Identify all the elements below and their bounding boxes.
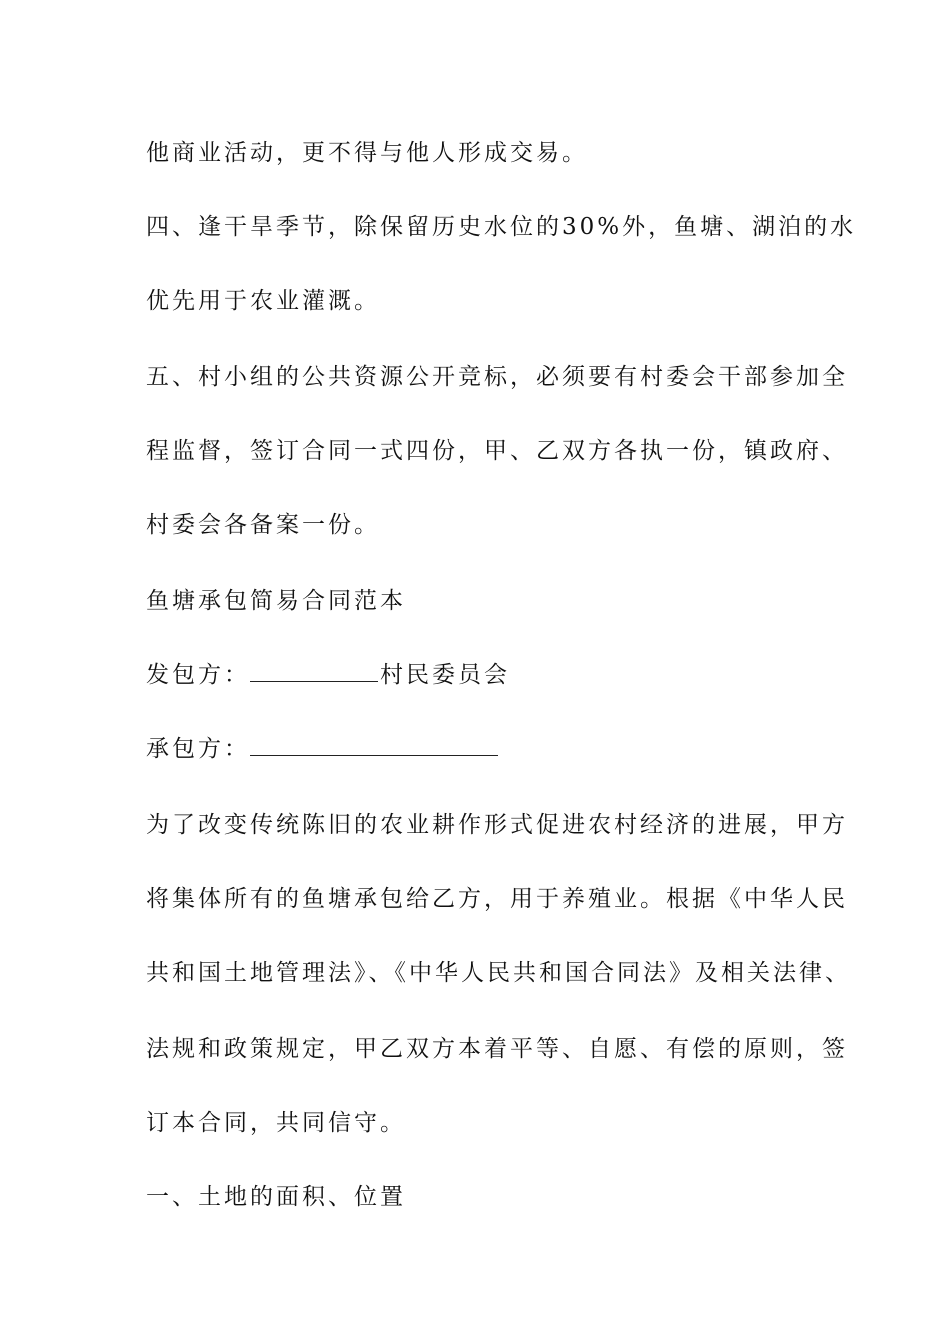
text-line: 法规和政策规定，甲乙双方本着平等、自愿、有偿的原则，签 — [146, 1036, 848, 1062]
contractor-suffix: 村民委员会 — [380, 662, 510, 688]
contractor-label: 发包方： — [146, 662, 250, 688]
text-line: 四、逢干旱季节，除保留历史水位的30%外，鱼塘、湖泊的水 — [146, 214, 857, 240]
text-line: 订本合同，共同信守。 — [146, 1110, 406, 1136]
text-line: 五、村小组的公共资源公开竞标，必须要有村委会干部参加全 — [146, 364, 848, 390]
text-line: 为了改变传统陈旧的农业耕作形式促进农村经济的进展，甲方 — [146, 812, 848, 838]
section-heading: 一、土地的面积、位置 — [146, 1184, 406, 1210]
contractee-label: 承包方： — [146, 736, 250, 762]
text-line: 将集体所有的鱼塘承包给乙方，用于养殖业。根据《中华人民 — [146, 886, 848, 912]
text-line: 程监督，签订合同一式四份，甲、乙双方各执一份，镇政府、 — [146, 438, 848, 464]
section-title: 鱼塘承包简易合同范本 — [146, 588, 406, 614]
contractor-line — [146, 660, 510, 690]
contractee-blank — [250, 735, 498, 756]
text-line: 他商业活动，更不得与他人形成交易。 — [146, 140, 588, 166]
contractee-line — [146, 734, 500, 764]
contractor-blank — [250, 661, 378, 682]
text-line: 村委会各备案一份。 — [146, 512, 380, 538]
text-line: 优先用于农业灌溉。 — [146, 288, 380, 314]
text-line: 共和国土地管理法》、《中华人民共和国合同法》及相关法律、 — [146, 960, 851, 986]
